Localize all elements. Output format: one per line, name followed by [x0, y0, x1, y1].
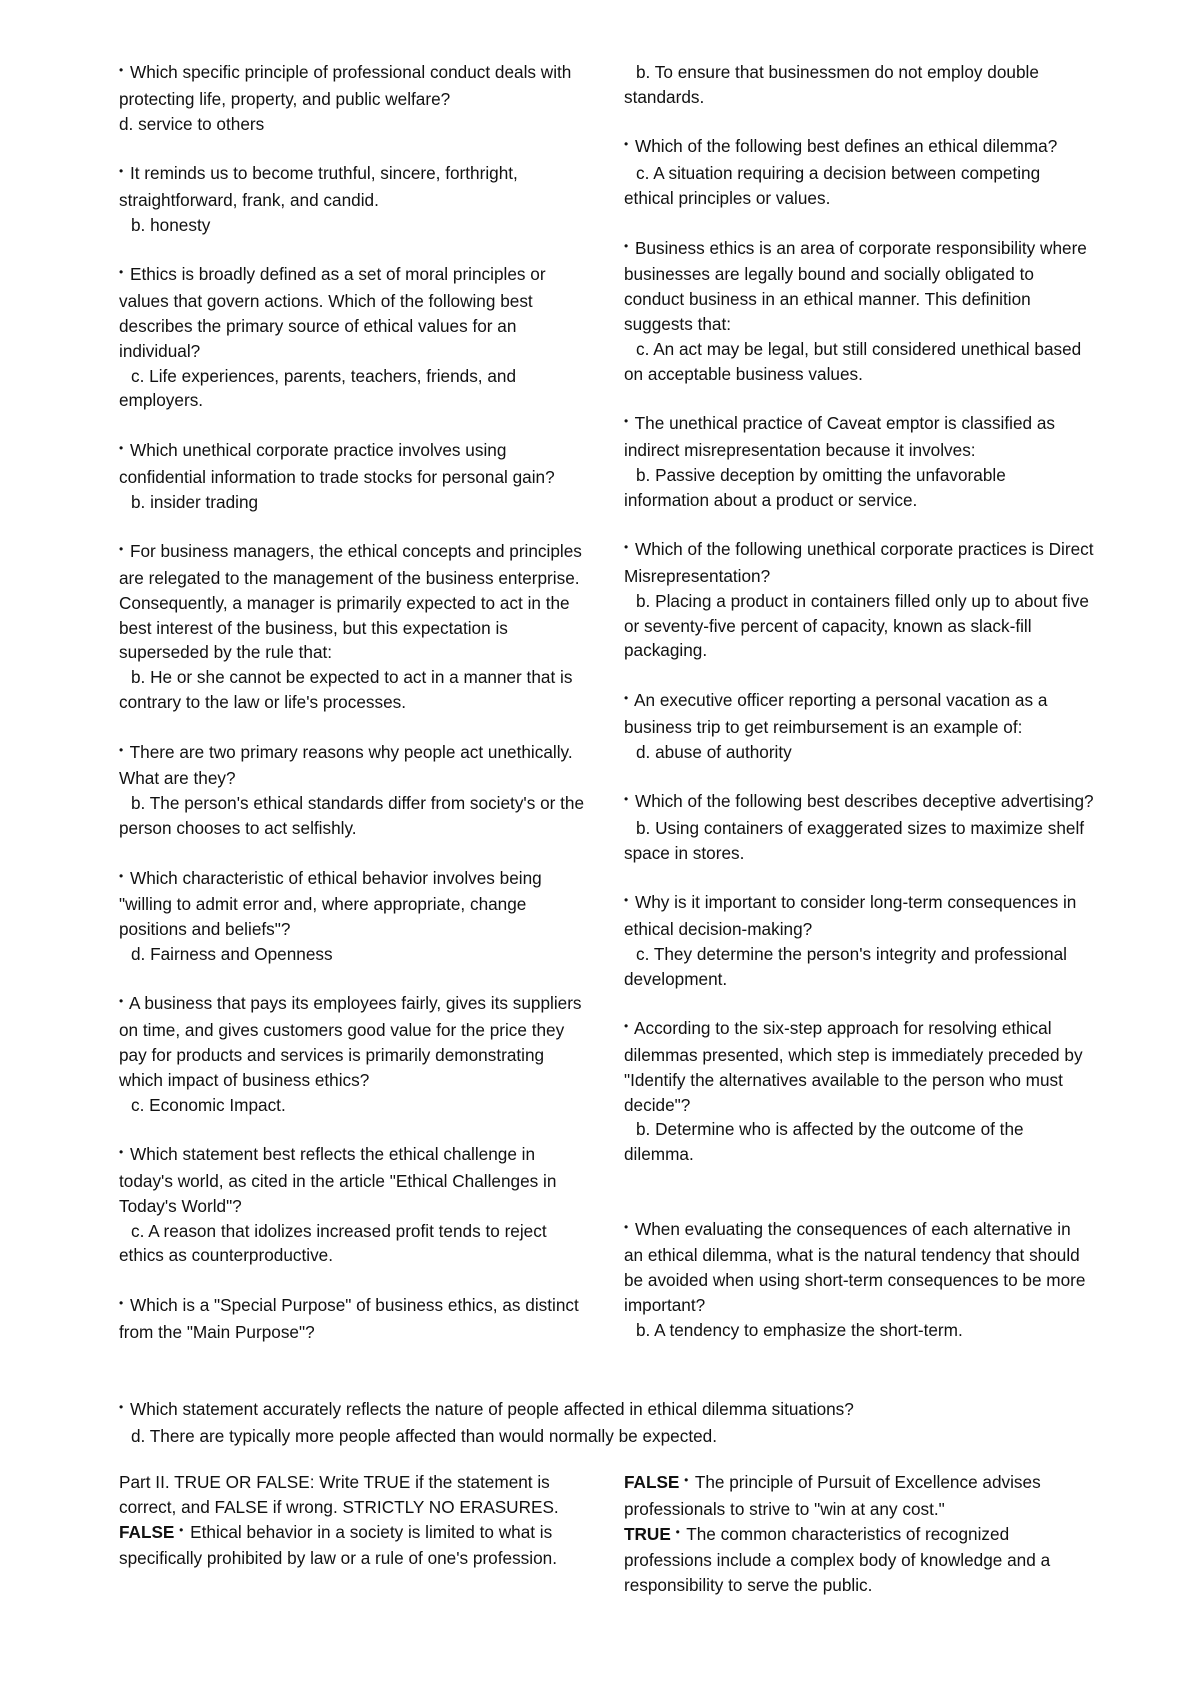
question-text: Business ethics is an area of corporate responsibility where businesses are legally bound and socially obligated to conduct business in an ethical manner. This definition suggests that: — [624, 237, 1087, 334]
bullet-icon: • — [119, 265, 124, 280]
question-text: According to the six-step approach for resolving ethical dilemmas presented, which step is immediately preceded by "Identify the alternatives available to the person who must decide"? — [624, 1018, 1083, 1115]
question-item — [624, 789, 1094, 865]
bullet-icon: • — [119, 542, 124, 557]
answer-text: b. honesty — [131, 214, 211, 235]
answer-text: c. A situation requiring a decision between competing ethical principles or values. — [624, 163, 1041, 208]
question-item — [624, 890, 1094, 991]
question-text: Which of the following unethical corporate practices is Direct Misrepresentation? — [624, 539, 1094, 586]
bullet-icon: • — [119, 440, 124, 455]
bullet-icon: • — [119, 868, 124, 883]
part2-intro: Part II. TRUE OR FALSE: Write TRUE if the statement is correct, and FALSE if wrong. STRICTLY NO ERASURES. — [119, 1472, 559, 1517]
answer-text: b. A tendency to emphasize the short-term. — [636, 1319, 963, 1340]
question-item — [119, 539, 589, 715]
question-item — [119, 262, 589, 413]
question-text: For business managers, the ethical concepts and principles are relegated to the management of the business enterprise. Consequently, a manager is primarily expected to act in the best interest of the business, but this expectation is superseded by the rule that: — [119, 541, 582, 663]
question-item — [624, 1217, 1094, 1343]
answer-text: b. To ensure that businessmen do not employ double standards. — [624, 62, 1039, 107]
question-text: Which is a "Special Purpose" of business ethics, as distinct from the "Main Purpose"? — [119, 1295, 579, 1342]
true-false-item — [119, 1520, 589, 1572]
bullet-icon: • — [624, 1219, 629, 1234]
wide-question — [119, 1397, 1119, 1449]
question-text: Which of the following best describes deceptive advertising? — [634, 791, 1094, 812]
bullet-icon: • — [675, 1524, 680, 1539]
question-item — [624, 411, 1094, 512]
question-text: Which unethical corporate practice involves using confidential information to trade stocks for personal gain? — [119, 439, 555, 487]
answer-text: b. insider trading — [131, 491, 259, 512]
bullet-icon: • — [119, 1400, 124, 1414]
question-text: Why is it important to consider long-term consequences in ethical decision-making? — [624, 892, 1077, 940]
answer-text: c. Life experiences, parents, teachers, friends, and employers. — [119, 365, 517, 411]
bullet-icon: • — [684, 1473, 689, 1487]
bullet-icon: • — [119, 1296, 124, 1311]
question-item — [119, 60, 589, 136]
question-item — [119, 161, 589, 237]
question-item — [624, 134, 1094, 210]
answer-text: b. He or she cannot be expected to act in a manner that is contrary to the law or life's processes. — [119, 667, 573, 712]
question-text: A business that pays its employees fairly, gives its suppliers on time, and gives customers good value for the price they pay for products and services is primarily demonstrating which impact of business ethics? — [119, 993, 582, 1090]
question-item — [119, 1142, 589, 1268]
question-item — [624, 537, 1094, 663]
question-text: Ethics is broadly defined as a set of moral principles or values that govern actions. Which of the following best describes the primary source of ethical values for an individual? — [119, 264, 546, 361]
question-text: There are two primary reasons why people act unethically. What are they? — [119, 741, 573, 789]
bullet-icon: • — [624, 137, 629, 152]
bullet-icon: • — [119, 1145, 124, 1160]
left-column — [119, 60, 589, 1369]
answer-text: c. A reason that idolizes increased profit tends to reject ethics as counterproductive. — [119, 1220, 547, 1266]
bullet-icon: • — [624, 1019, 629, 1034]
bullet-icon: • — [119, 63, 124, 77]
answer-text: b. Determine who is affected by the outcome of the dilemma. — [624, 1119, 1024, 1165]
bullet-icon: • — [179, 1522, 184, 1537]
bullet-icon: • — [624, 792, 629, 807]
question-text: An executive officer reporting a personal vacation as a business trip to get reimbursement is an example of: — [624, 689, 1048, 737]
question-text: Which of the following best defines an ethical dilemma? — [634, 136, 1058, 157]
bullet-icon: • — [624, 893, 629, 908]
bullet-icon: • — [624, 540, 629, 555]
statement-text: Ethical behavior in a society is limited to what is specifically prohibited by law or a rule of one's profession. — [119, 1521, 557, 1569]
bullet-icon: • — [119, 994, 124, 1009]
question-item — [624, 236, 1094, 387]
question-text: Which characteristic of ethical behavior involves being "willing to admit error and, where appropriate, change positions and beliefs"? — [119, 867, 542, 940]
true-false-item — [624, 1470, 1094, 1522]
right-column — [624, 60, 1094, 1367]
part2-right — [624, 1470, 1094, 1598]
answer-text: b. Placing a product in containers filled only up to about five or seventy-five percent of capacity, known as slack-fill packaging. — [624, 590, 1089, 661]
question-item — [624, 1016, 1094, 1167]
question-text: Which statement accurately reflects the nature of people affected in ethical dilemma situations? — [129, 1399, 854, 1419]
answer-label: FALSE — [119, 1521, 175, 1542]
bullet-icon: • — [119, 164, 124, 179]
question-text: It reminds us to become truthful, sincere, forthright, straightforward, frank, and candid. — [119, 163, 518, 210]
answer-text: c. Economic Impact. — [131, 1094, 286, 1115]
bullet-icon: • — [624, 414, 629, 429]
question-item — [119, 740, 589, 841]
answer-text: d. abuse of authority — [636, 741, 792, 762]
statement-text: The principle of Pursuit of Excellence advises professionals to strive to "win at any cost." — [624, 1472, 1041, 1519]
question-item — [119, 866, 589, 967]
question-item — [119, 991, 589, 1117]
answer-text: d. There are typically more people affected than would normally be expected. — [131, 1425, 717, 1446]
answer-text: d. Fairness and Openness — [131, 943, 333, 964]
statement-text: The common characteristics of recognized professions include a complex body of knowledge and a responsibility to serve the public. — [624, 1523, 1051, 1596]
answer-label: TRUE — [624, 1523, 671, 1544]
answer-text: b. Passive deception by omitting the unfavorable information about a product or service. — [624, 464, 1006, 510]
answer-text: c. They determine the person's integrity and professional development. — [624, 943, 1067, 989]
answer-text: b. Using containers of exaggerated sizes to maximize shelf space in stores. — [624, 817, 1085, 863]
part2-left — [119, 1470, 589, 1571]
answer-text: d. service to others — [119, 113, 265, 134]
question-item — [119, 1293, 589, 1345]
question-item — [119, 438, 589, 514]
answer-text: c. An act may be legal, but still considered unethical based on acceptable business values. — [624, 338, 1082, 384]
question-text: Which statement best reflects the ethical challenge in today's world, as cited in the article "Ethical Challenges in Today's World"? — [119, 1144, 557, 1216]
answer-text: b. The person's ethical standards differ from society's or the person chooses to act selfishly. — [119, 793, 585, 838]
bullet-icon: • — [624, 238, 629, 253]
bullet-icon: • — [119, 742, 124, 757]
question-item — [624, 60, 1094, 110]
question-text: The unethical practice of Caveat emptor is classified as indirect misrepresentation because it involves: — [624, 413, 1056, 460]
question-item — [624, 688, 1094, 764]
answer-label: FALSE — [624, 1472, 680, 1492]
true-false-item — [624, 1522, 1094, 1598]
bullet-icon: • — [624, 690, 629, 705]
question-text: When evaluating the consequences of each alternative in an ethical dilemma, what is the natural tendency that should be avoided when using short-term consequences to be more important? — [624, 1218, 1086, 1316]
question-text: Which specific principle of professional conduct deals with protecting life, property, and public welfare? — [119, 62, 572, 109]
